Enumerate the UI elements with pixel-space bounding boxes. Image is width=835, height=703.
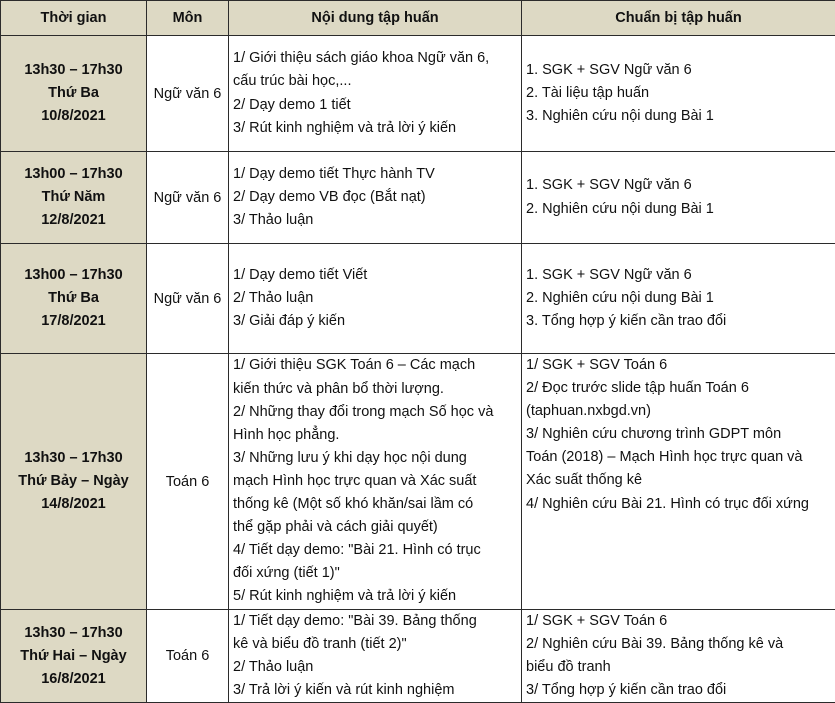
content-cell xyxy=(229,152,522,244)
content-line: 3/ Trả lời ý kiến và rút kinh nghiệm xyxy=(233,679,519,702)
content-line: 1/ Dạy demo tiết Viết xyxy=(233,264,519,287)
table-row xyxy=(1,610,835,703)
prep-line: 1. SGK + SGV Ngữ văn 6 xyxy=(526,174,833,197)
subject-cell: Toán 6 xyxy=(147,354,229,610)
subject-cell: Ngữ văn 6 xyxy=(147,244,229,354)
prep-line: biểu đồ tranh xyxy=(526,656,833,679)
date: 12/8/2021 xyxy=(1,209,146,232)
header-prep: Chuẩn bị tập huấn xyxy=(522,1,835,36)
content-line: kiến thức và phân bổ thời lượng. xyxy=(233,378,519,401)
time-cell xyxy=(1,152,147,244)
content-line: mạch Hình học trực quan và Xác suất xyxy=(233,470,519,493)
time-range: 13h00 – 17h30 xyxy=(1,163,146,186)
content-line: 4/ Tiết dạy demo: "Bài 21. Hình có trục xyxy=(233,539,519,562)
header-subject: Môn xyxy=(147,1,229,36)
prep-cell xyxy=(522,36,835,152)
prep-line: 3/ Nghiên cứu chương trình GDPT môn xyxy=(526,423,833,446)
content-cell xyxy=(229,36,522,152)
table-row xyxy=(1,244,835,354)
prep-line: 2/ Đọc trước slide tập huấn Toán 6 xyxy=(526,377,833,400)
prep-line: 2. Nghiên cứu nội dung Bài 1 xyxy=(526,198,833,221)
content-line: 1/ Dạy demo tiết Thực hành TV xyxy=(233,163,519,186)
prep-line: 1. SGK + SGV Ngữ văn 6 xyxy=(526,264,833,287)
content-line: đối xứng (tiết 1)" xyxy=(233,562,519,585)
content-line: 1/ Giới thiệu SGK Toán 6 – Các mạch xyxy=(233,354,519,377)
content-line: 5/ Rút kinh nghiệm và trả lời ý kiến xyxy=(233,585,519,608)
time-range: 13h30 – 17h30 xyxy=(1,59,146,82)
prep-line: 2. Nghiên cứu nội dung Bài 1 xyxy=(526,287,833,310)
weekday: Thứ Hai – Ngày xyxy=(1,645,146,668)
content-line: 2/ Dạy demo VB đọc (Bắt nạt) xyxy=(233,186,519,209)
prep-line: 1/ SGK + SGV Toán 6 xyxy=(526,610,833,633)
content-line: 1/ Giới thiệu sách giáo khoa Ngữ văn 6, xyxy=(233,47,519,70)
date: 17/8/2021 xyxy=(1,310,146,333)
prep-cell xyxy=(522,610,835,703)
date: 10/8/2021 xyxy=(1,105,146,128)
time-cell xyxy=(1,354,147,610)
weekday: Thứ Năm xyxy=(1,186,146,209)
prep-line: Xác suất thống kê xyxy=(526,469,833,492)
prep-line: 2/ Nghiên cứu Bài 39. Bảng thống kê và xyxy=(526,633,833,656)
time-range: 13h30 – 17h30 xyxy=(1,622,146,645)
content-cell xyxy=(229,610,522,703)
content-line: 3/ Những lưu ý khi dạy học nội dung xyxy=(233,447,519,470)
content-line: thể gặp phải và cách giải quyết) xyxy=(233,516,519,539)
date: 14/8/2021 xyxy=(1,493,146,516)
time-range: 13h30 – 17h30 xyxy=(1,447,146,470)
prep-line: 4/ Nghiên cứu Bài 21. Hình có trục đối xứng xyxy=(526,493,833,516)
content-line: kê và biểu đồ tranh (tiết 2)" xyxy=(233,633,519,656)
prep-line: 3. Nghiên cứu nội dung Bài 1 xyxy=(526,105,833,128)
prep-line: 3. Tổng hợp ý kiến cần trao đổi xyxy=(526,310,833,333)
content-line: 2/ Thảo luận xyxy=(233,287,519,310)
content-cell xyxy=(229,244,522,354)
header-content: Nội dung tập huấn xyxy=(229,1,522,36)
content-line: 2/ Thảo luận xyxy=(233,656,519,679)
prep-cell xyxy=(522,244,835,354)
weekday: Thứ Ba xyxy=(1,82,146,105)
content-line: 2/ Dạy demo 1 tiết xyxy=(233,94,519,117)
content-line: 1/ Tiết dạy demo: "Bài 39. Bảng thống xyxy=(233,610,519,633)
content-cell xyxy=(229,354,522,610)
subject-cell: Ngữ văn 6 xyxy=(147,36,229,152)
table-row xyxy=(1,152,835,244)
prep-line: 2. Tài liệu tập huấn xyxy=(526,82,833,105)
time-range: 13h00 – 17h30 xyxy=(1,264,146,287)
time-cell xyxy=(1,244,147,354)
prep-line: 1/ SGK + SGV Toán 6 xyxy=(526,354,833,377)
content-line: 3/ Giải đáp ý kiến xyxy=(233,310,519,333)
subject-cell: Toán 6 xyxy=(147,610,229,703)
header-time: Thời gian xyxy=(1,1,147,36)
prep-line: 3/ Tổng hợp ý kiến cần trao đổi xyxy=(526,679,833,702)
prep-line: (taphuan.nxbgd.vn) xyxy=(526,400,833,423)
time-cell xyxy=(1,610,147,703)
prep-line: Toán (2018) – Mạch Hình học trực quan và xyxy=(526,446,833,469)
subject-cell: Ngữ văn 6 xyxy=(147,152,229,244)
date: 16/8/2021 xyxy=(1,668,146,691)
weekday: Thứ Bảy – Ngày xyxy=(1,470,146,493)
content-line: 3/ Rút kinh nghiệm và trả lời ý kiến xyxy=(233,117,519,140)
content-line: 2/ Những thay đổi trong mạch Số học và xyxy=(233,401,519,424)
header-row xyxy=(1,1,835,36)
prep-line: 1. SGK + SGV Ngữ văn 6 xyxy=(526,59,833,82)
prep-cell xyxy=(522,354,835,610)
content-line: thống kê (Một số khó khăn/sai lầm có xyxy=(233,493,519,516)
time-cell xyxy=(1,36,147,152)
prep-cell xyxy=(522,152,835,244)
table-row xyxy=(1,36,835,152)
content-line: cấu trúc bài học,... xyxy=(233,70,519,93)
content-line: Hình học phẳng. xyxy=(233,424,519,447)
table-row xyxy=(1,354,835,610)
content-line: 3/ Thảo luận xyxy=(233,209,519,232)
weekday: Thứ Ba xyxy=(1,287,146,310)
